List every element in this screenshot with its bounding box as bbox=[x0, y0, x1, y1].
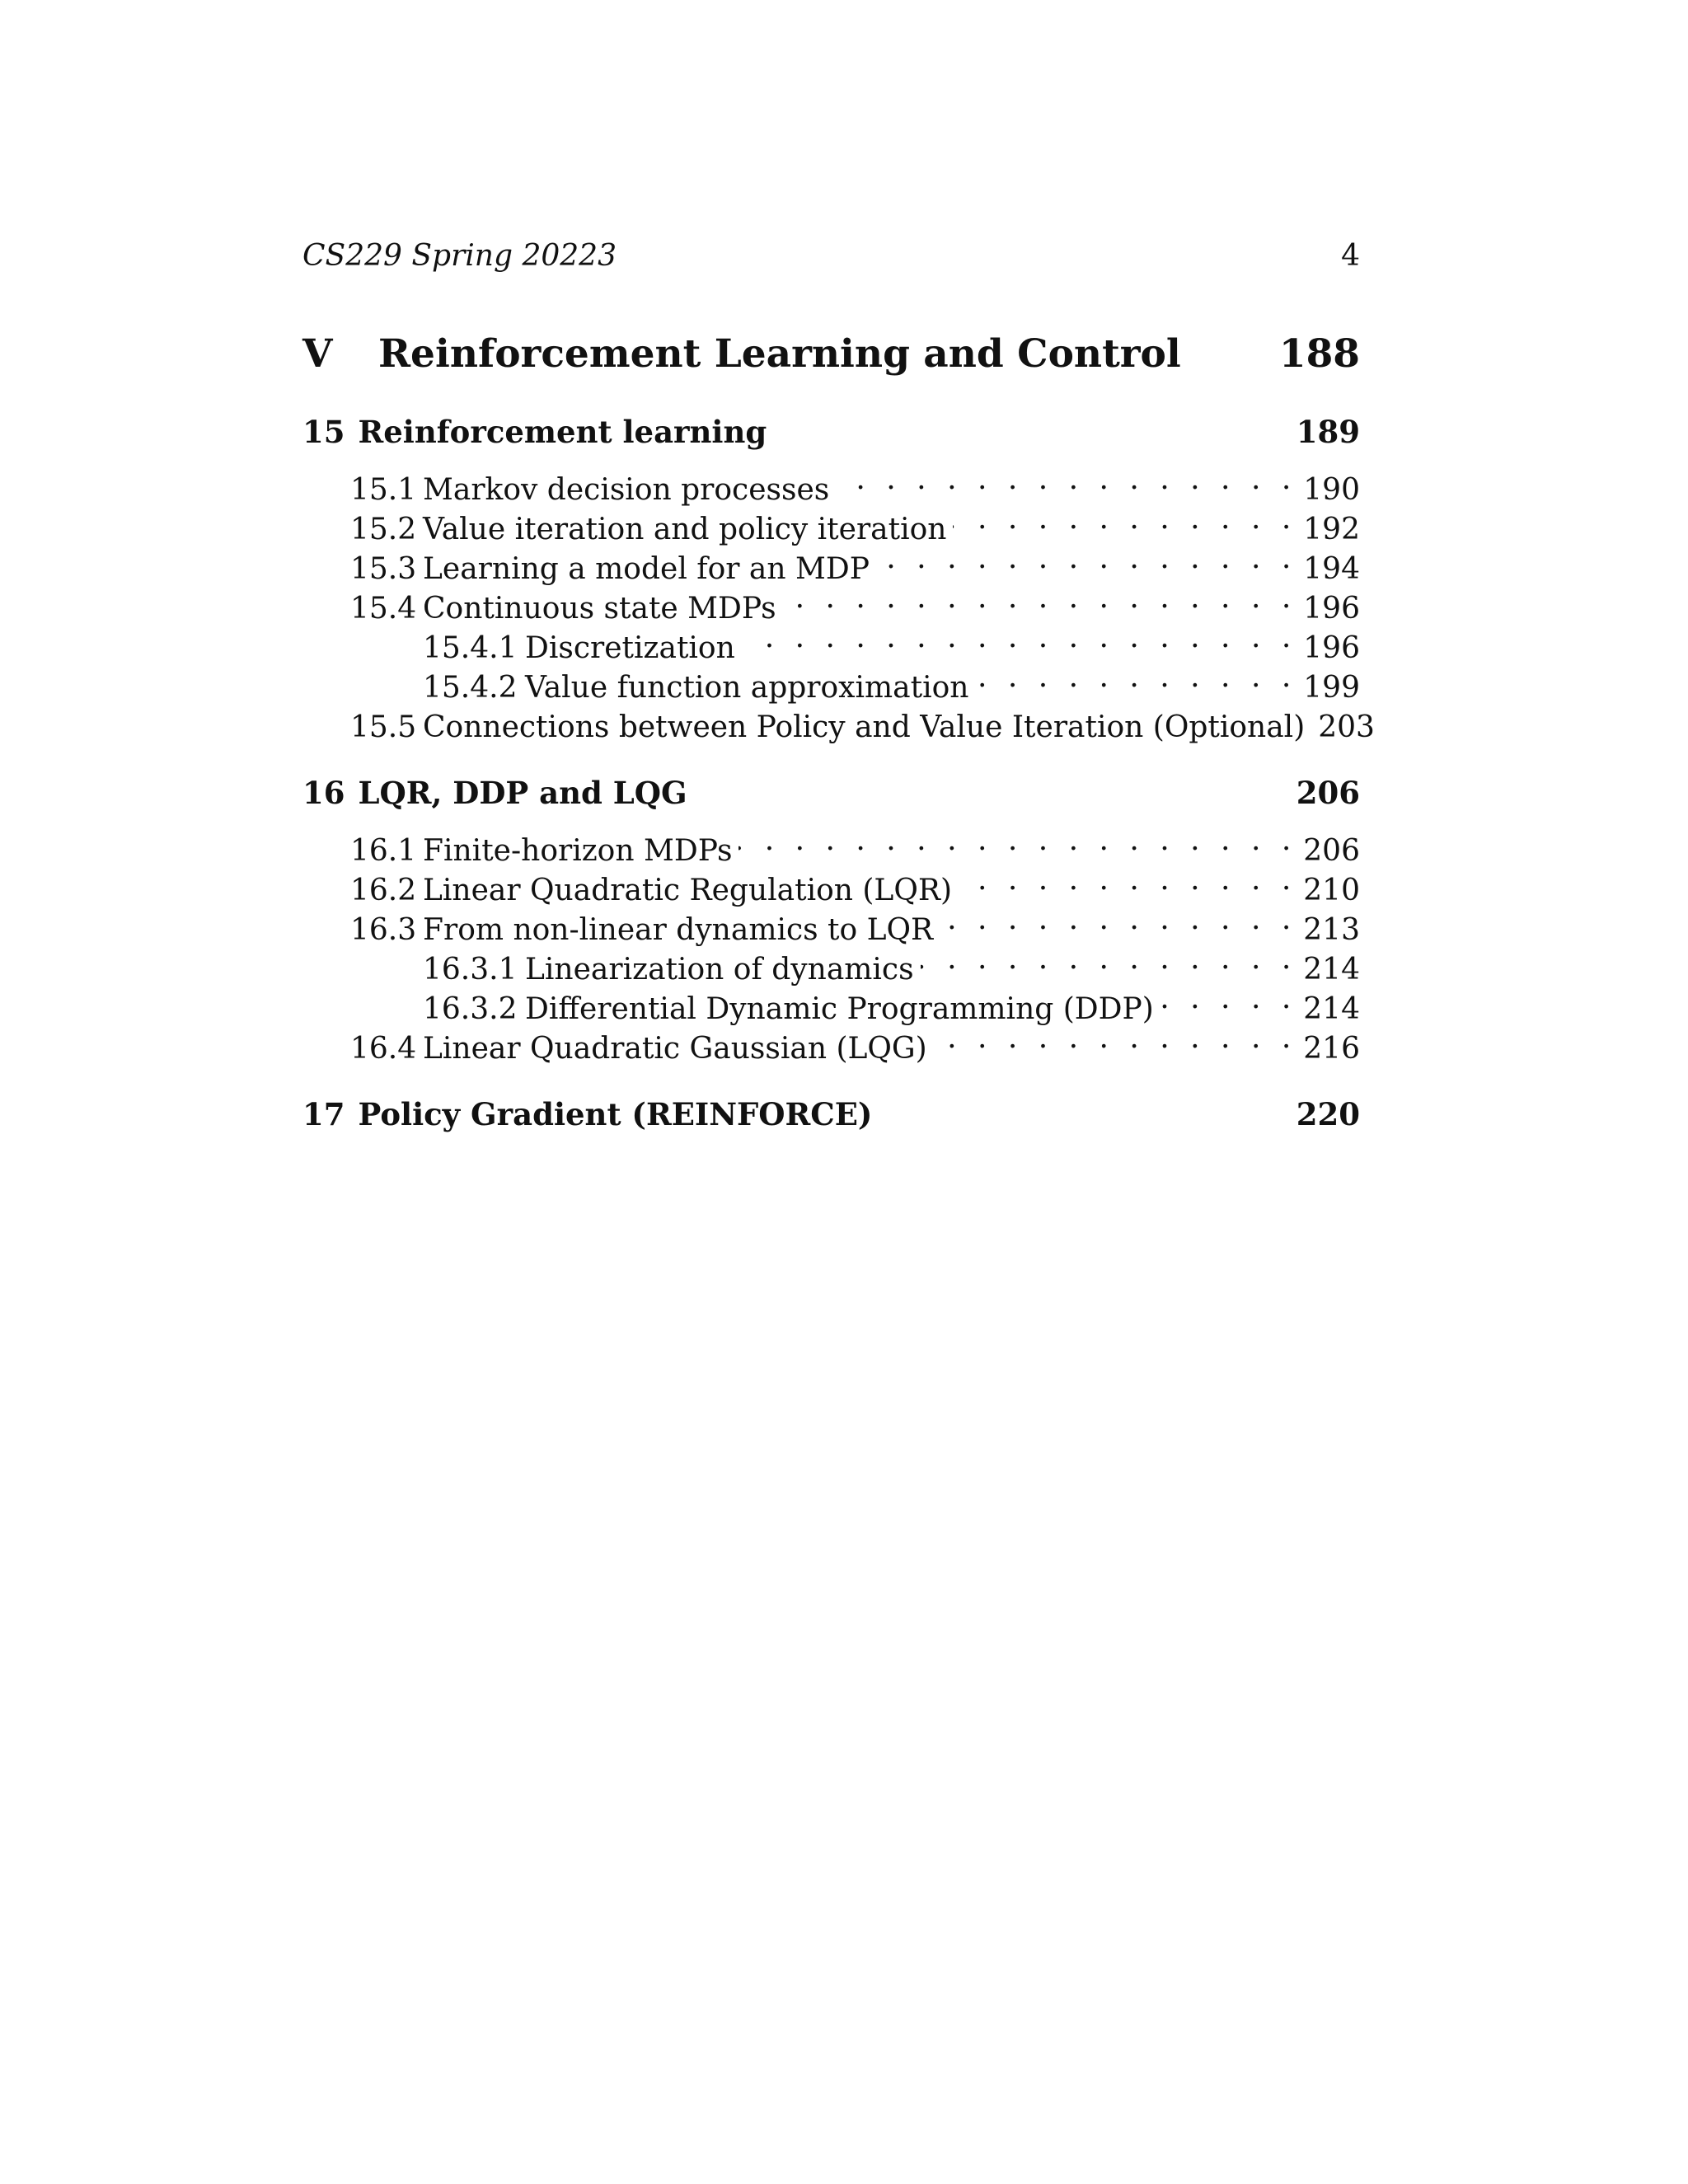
section-number: 16.2 bbox=[350, 874, 417, 907]
dot-leader bbox=[836, 460, 1296, 499]
section-number: 16.3 bbox=[350, 913, 417, 947]
table-of-contents-page bbox=[302, 239, 1375, 1142]
chapter-page-number: 189 bbox=[1296, 414, 1360, 450]
toc-chapter-entry[interactable] bbox=[302, 775, 1360, 821]
section-number: 15.1 bbox=[350, 473, 417, 507]
section-number: 15.4 bbox=[350, 592, 417, 626]
section-page-number: 192 bbox=[1303, 513, 1360, 546]
toc-section-entry[interactable] bbox=[302, 460, 1360, 507]
chapter-title: Policy Gradient (REINFORCE) bbox=[358, 1096, 873, 1132]
toc-section-entry[interactable] bbox=[302, 821, 1360, 868]
dot-leader bbox=[1160, 979, 1296, 1019]
dot-leader bbox=[921, 940, 1297, 979]
course-title: CS229 Spring 20223 bbox=[302, 239, 617, 273]
chapter-page-number: 206 bbox=[1296, 775, 1360, 811]
section-title: From non-linear dynamics to LQR bbox=[423, 913, 934, 947]
dot-leader bbox=[934, 1019, 1297, 1058]
toc-chapter-17 bbox=[302, 1096, 1360, 1142]
chapter-title: Reinforcement learning bbox=[358, 414, 767, 450]
part-number: V bbox=[302, 331, 333, 377]
section-page-number: 190 bbox=[1303, 473, 1360, 507]
subsection-page-number: 214 bbox=[1303, 992, 1360, 1026]
running-header bbox=[302, 239, 1360, 288]
subsection-number: 16.3.1 bbox=[423, 953, 518, 987]
part-title: Reinforcement Learning and Control bbox=[378, 331, 1181, 377]
chapter-number: 17 bbox=[302, 1096, 345, 1132]
dot-leader bbox=[953, 499, 1296, 539]
dot-leader bbox=[738, 821, 1296, 860]
toc-chapter-entry[interactable] bbox=[302, 414, 1360, 460]
dot-leader bbox=[959, 860, 1296, 900]
section-page-number: 196 bbox=[1303, 592, 1360, 626]
subsection-title: Linearization of dynamics bbox=[525, 953, 914, 987]
section-page-number: 210 bbox=[1303, 874, 1360, 907]
subsection-page-number: 214 bbox=[1303, 953, 1360, 987]
section-title: Linear Quadratic Regulation (LQR) bbox=[423, 874, 953, 907]
chapter-page-number: 220 bbox=[1296, 1096, 1360, 1132]
dot-leader bbox=[940, 900, 1296, 940]
section-page-number: 203 bbox=[1318, 710, 1375, 744]
part-page-number: 188 bbox=[1278, 331, 1360, 377]
subsection-page-number: 199 bbox=[1303, 671, 1360, 705]
dot-leader bbox=[876, 539, 1296, 579]
section-title: Connections between Policy and Value Iteration (Optional) bbox=[423, 710, 1306, 744]
subsection-number: 15.4.2 bbox=[423, 671, 518, 705]
page-number: 4 bbox=[1341, 239, 1360, 273]
subsection-number: 16.3.2 bbox=[423, 992, 518, 1026]
section-title: Linear Quadratic Gaussian (LQG) bbox=[423, 1032, 927, 1066]
section-page-number: 216 bbox=[1303, 1032, 1360, 1066]
section-number: 15.5 bbox=[350, 710, 417, 744]
toc-chapter-entry[interactable] bbox=[302, 1096, 1360, 1142]
section-page-number: 194 bbox=[1303, 552, 1360, 586]
section-title: Continuous state MDPs bbox=[423, 592, 776, 626]
subsection-title: Value function approximation bbox=[525, 671, 969, 705]
toc-part-entry[interactable] bbox=[302, 331, 1360, 381]
subsection-title: Discretization bbox=[525, 631, 735, 665]
section-title: Learning a model for an MDP bbox=[423, 552, 870, 586]
toc-chapter-16 bbox=[302, 775, 1360, 1066]
section-title: Markov decision processes bbox=[423, 473, 830, 507]
toc-chapter-15 bbox=[302, 414, 1375, 744]
subsection-number: 15.4.1 bbox=[423, 631, 518, 665]
chapter-title: LQR, DDP and LQG bbox=[358, 775, 687, 811]
section-number: 15.3 bbox=[350, 552, 417, 586]
dot-leader bbox=[742, 618, 1297, 658]
dot-leader bbox=[975, 658, 1296, 697]
chapter-number: 16 bbox=[302, 775, 345, 811]
subsection-title: Differential Dynamic Programming (DDP) bbox=[525, 992, 1154, 1026]
section-number: 16.4 bbox=[350, 1032, 417, 1066]
section-page-number: 213 bbox=[1303, 913, 1360, 947]
section-title: Value iteration and policy iteration bbox=[423, 513, 947, 546]
section-page-number: 206 bbox=[1303, 834, 1360, 868]
section-number: 15.2 bbox=[350, 513, 417, 546]
dot-leader bbox=[783, 579, 1297, 618]
section-title: Finite-horizon MDPs bbox=[423, 834, 733, 868]
section-number: 16.1 bbox=[350, 834, 417, 868]
subsection-page-number: 196 bbox=[1303, 631, 1360, 665]
chapter-number: 15 bbox=[302, 414, 345, 450]
